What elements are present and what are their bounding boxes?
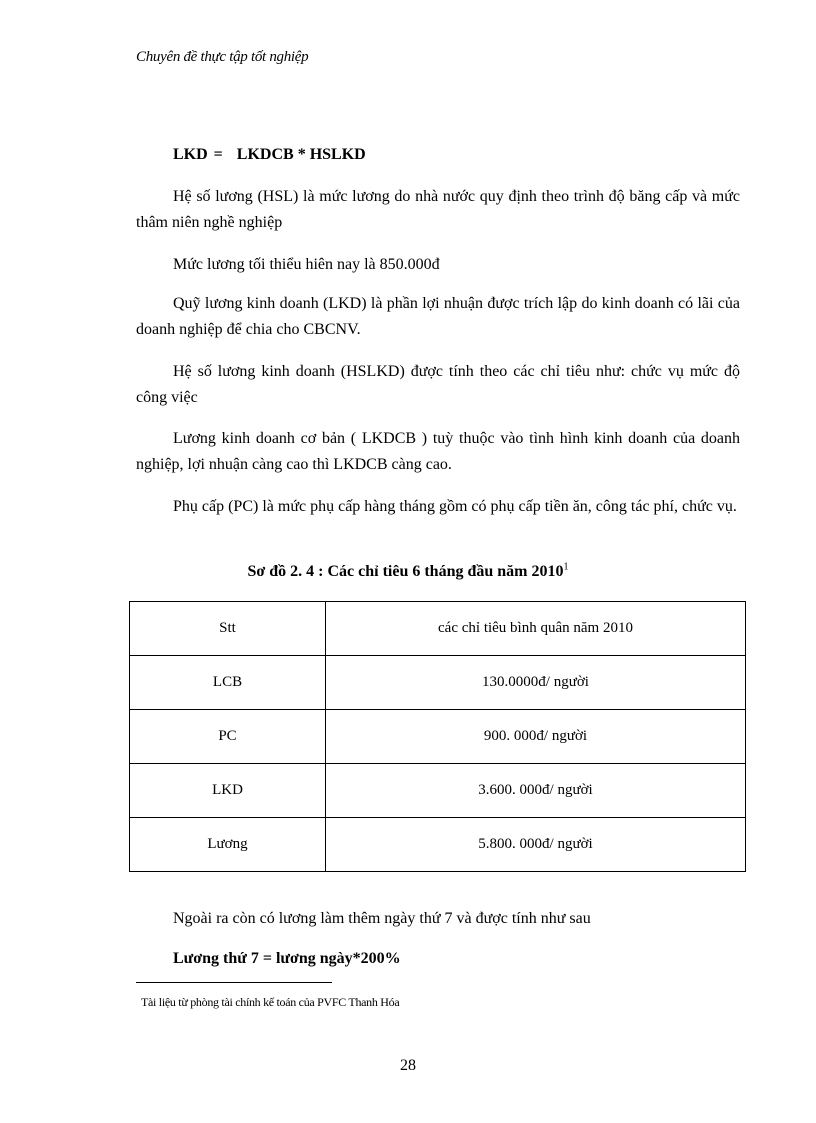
table-row [130,710,746,764]
formula-rhs: LKDCB * HSLKD [236,146,366,163]
running-header: Chuyên đề thực tập tốt nghiệp [136,49,309,65]
paragraph-hslkd: Hệ số lương kinh doanh (HSLKD) được tính theo các chỉ tiêu như: chức vụ mức độ công việc [136,363,740,406]
row-value: 130.0000đ/ người [326,656,746,710]
header-cell-stt: Stt [130,602,326,656]
paragraph-pc: Phụ cấp (PC) là mức phụ cấp hàng tháng gồm có phụ cấp tiền ăn, công tác phí, chức vụ. [173,498,737,515]
table-header-row [130,602,746,656]
overtime-intro: Ngoài ra còn có lương làm thêm ngày thứ 7 và được tính như sau [173,910,591,927]
footnote-text: Tài liệu từ phòng tài chính kế toán của PVFC Thanh Hóa [141,995,400,1009]
footnote-divider [136,982,332,983]
row-value: 5.800. 000đ/ người [326,818,746,872]
paragraph-lkdcb: Lương kinh doanh cơ bản ( LKDCB ) tuỳ thuộc vào tình hình kinh doanh của doanh nghiệp, lợi nhuận càng cao thì LKDCB càng cao. [136,430,740,473]
paragraph-lkd: Quỹ lương kinh doanh (LKD) là phần lợi nhuận được trích lập do kinh doanh có lãi của doanh nghiệp để chia cho CBCNV. [136,295,740,338]
salary-formula [173,146,366,164]
row-label: Lương [130,818,326,872]
paragraph-hsl: Hệ số lương (HSL) là mức lương do nhà nước quy định theo trình độ băng cấp và mức thâm niên nghề nghiệp [136,188,740,231]
caption-text: Sơ đồ 2. 4 : Các chỉ tiêu 6 tháng đầu năm 2010 [247,563,564,580]
formula-lhs: LKD [173,146,208,163]
row-value: 900. 000đ/ người [326,710,746,764]
footnote-ref: 1 [563,561,569,573]
overtime-formula: Lương thứ 7 = lương ngày*200% [173,950,401,967]
row-label: LCB [130,656,326,710]
page-number: 28 [400,1057,416,1074]
indicators-table [129,601,746,872]
table-caption [0,563,816,581]
paragraph-minimum-wage: Mức lương tối thiểu hiên nay là 850.000đ [173,256,440,273]
table-row [130,818,746,872]
table-row [130,656,746,710]
row-label: PC [130,710,326,764]
formula-equals: = [213,146,223,163]
header-cell-indicators: các chỉ tiêu bình quân năm 2010 [326,602,746,656]
row-label: LKD [130,764,326,818]
table-row [130,764,746,818]
row-value: 3.600. 000đ/ người [326,764,746,818]
